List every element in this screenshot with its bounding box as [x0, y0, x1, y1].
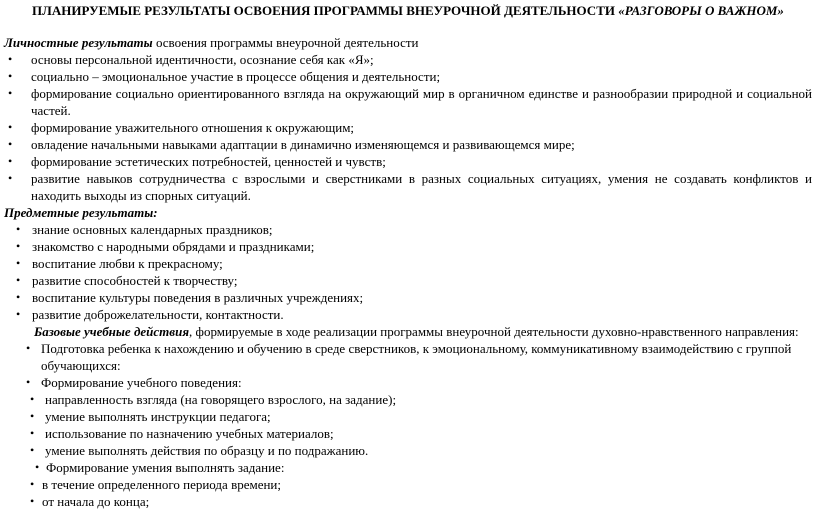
subject-results-term: Предметные результаты: [4, 205, 158, 220]
list-item: • умение выполнять инструкции педагога; [4, 408, 812, 425]
basic-actions-lead [4, 323, 812, 340]
list-item: • направленность взгляда (на говорящего взрослого, на задание); [4, 391, 812, 408]
personal-results-lead [4, 34, 812, 51]
personal-results-list [4, 51, 812, 204]
list-item: • воспитание любви к прекрасному; [4, 255, 812, 272]
list-item: • от начала до конца; [4, 493, 812, 510]
task-skills-list [4, 476, 812, 510]
list-item: • в течение определенного периода времени; [4, 476, 812, 493]
list-item: • знание основных календарных праздников; [4, 221, 812, 238]
list-item: • развитие доброжелательности, контактности. [4, 306, 812, 323]
personal-results-term: Личностные результаты [4, 35, 153, 50]
list-item: • развитие способностей к творчеству; [4, 272, 812, 289]
list-item: • формирование социально ориентированного взгляда на окружающий мир в органичном единстве и разнообразии природной и социальной частей. [4, 85, 812, 119]
list-item: • основы персональной идентичности, осознание себя как «Я»; [4, 51, 812, 68]
list-item: • Формирование учебного поведения: [4, 374, 812, 391]
list-item: • формирование уважительного отношения к окружающим; [4, 119, 812, 136]
list-item: • знакомство с народными обрядами и праздниками; [4, 238, 812, 255]
title-main: ПЛАНИРУЕМЫЕ РЕЗУЛЬТАТЫ ОСВОЕНИЯ ПРОГРАММЫ ВНЕУРОЧНОЙ ДЕЯТЕЛЬНОСТИ [32, 3, 619, 18]
learning-behavior-list [4, 391, 812, 459]
title-program: «РАЗГОВОРЫ О ВАЖНОМ» [618, 3, 784, 18]
list-item: • воспитание культуры поведения в различных учреждениях; [4, 289, 812, 306]
list-item: • формирование эстетических потребностей, ценностей и чувств; [4, 153, 812, 170]
list-item: • овладение начальными навыками адаптации в динамично изменяющемся и развивающемся мире; [4, 136, 812, 153]
list-item: • использование по назначению учебных материалов; [4, 425, 812, 442]
list-item: • развитие навыков сотрудничества с взрослыми и сверстниками в разных социальных ситуациях, умения не создавать конфликтов и находить выходы из спорных ситуаций. [4, 170, 812, 204]
list-item: • умение выполнять действия по образцу и по подражанию. [4, 442, 812, 459]
subject-results-list [4, 221, 812, 323]
basic-actions-lead-text: , формируемые в ходе реализации программы внеурочной деятельности духовно-нравственного направления: [189, 324, 799, 339]
task-skills-heading-list [4, 459, 812, 476]
list-item: • социально – эмоциональное участие в процессе общения и деятельности; [4, 68, 812, 85]
personal-results-lead-text: освоения программы внеурочной деятельности [152, 35, 419, 50]
basic-actions-list [4, 340, 812, 391]
basic-actions-term: Базовые учебные действия [34, 324, 190, 339]
list-item: • Подготовка ребенка к нахождению и обучению в среде сверстников, к эмоциональному, коммуникативному взаимодействию с группой обучающихся: [4, 340, 812, 374]
page-title [4, 0, 812, 19]
list-item: • Формирование умения выполнять задание: [4, 459, 812, 476]
subject-results-lead [4, 204, 812, 221]
